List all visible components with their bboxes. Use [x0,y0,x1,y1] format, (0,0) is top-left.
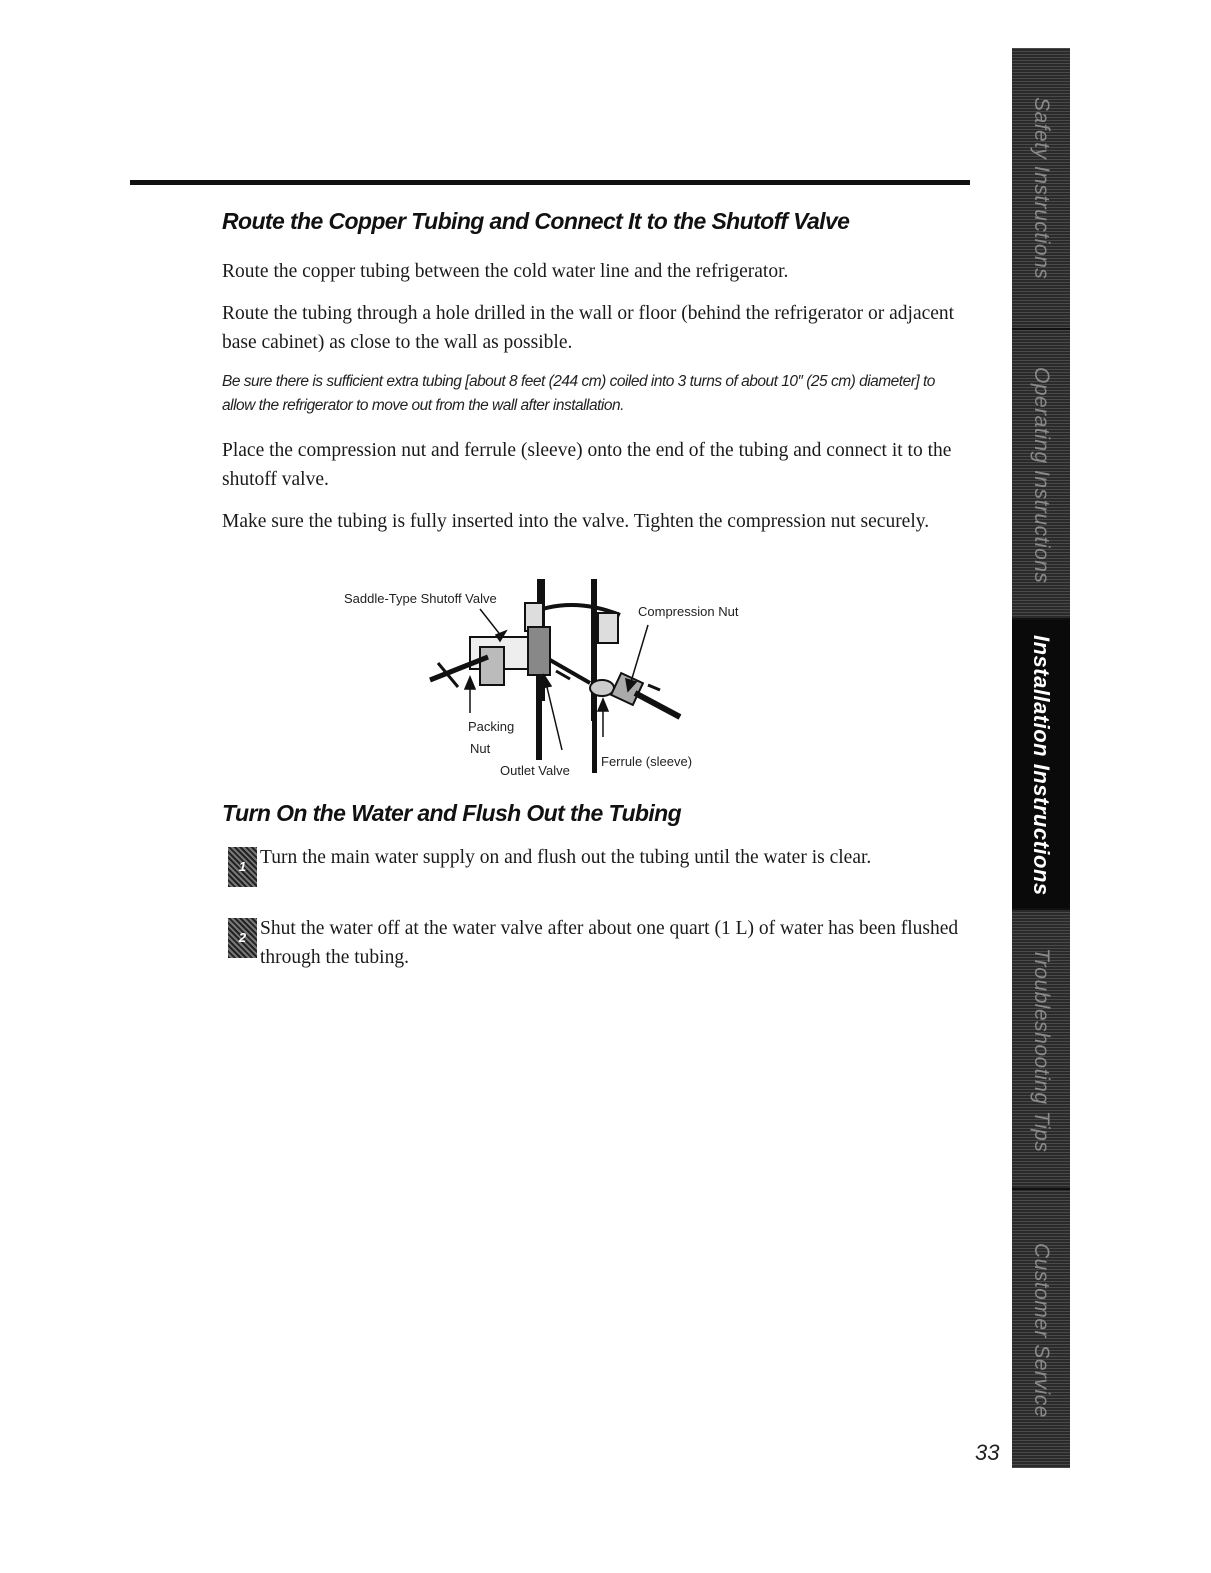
step-2 [228,914,968,972]
label-saddle-valve: Saddle-Type Shutoff Valve [344,591,497,606]
label-ferrule: Ferrule (sleeve) [601,754,693,769]
step-text-1: Turn the main water supply on and flush out the tubing until the water is clear. [260,847,872,868]
note-extra-tubing: Be sure there is sufficient extra tubing [about 8 feet (244 cm) coiled into 3 turns of about 10″ (25 cm) diameter] to allow the refrigerator to move out from the wall after installation. [222,373,935,414]
shutoff-valve-diagram [330,575,770,785]
tab-label-customer: Customer Service [1030,1242,1053,1418]
step-number-1: 1 [228,847,257,887]
tab-customer-service[interactable] [1012,1188,1070,1470]
label-nut: Nut [470,741,491,756]
label-packing: Packing [468,719,515,734]
tab-operating-instructions[interactable] [1012,328,1070,620]
tab-label-installation: Installation Instructions [1029,634,1054,896]
paragraph-insert-tubing: Make sure the tubing is fully inserted into the valve. Tighten the compression nut securely. [222,511,930,532]
tab-troubleshooting-tips[interactable] [1012,908,1070,1190]
paragraph-route-hole: Route the tubing through a hole drilled in the wall or floor (behind the refrigerator or adjacent base cabinet) as close to the wall as possible. [222,303,955,353]
step-number-2: 2 [228,918,257,958]
tab-safety-instructions[interactable] [1012,48,1070,328]
section-heading-flush-tubing: Turn On the Water and Flush Out the Tubing [222,800,682,826]
section-heading-route-tubing: Route the Copper Tubing and Connect It to the Shutoff Valve [222,208,850,234]
tab-label-operating: Operating Instructions [1030,366,1053,584]
tab-label-troubleshooting: Troubleshooting Tips [1030,947,1053,1153]
tab-label-safety: Safety Instructions [1030,96,1053,280]
page-number: 33 [975,1440,1000,1465]
top-rule [130,180,970,185]
paragraph-compression-nut: Place the compression nut and ferrule (sleeve) onto the end of the tubing and connect it to the shutoff valve. [222,440,952,490]
label-outlet-valve: Outlet Valve [500,763,570,778]
step-1 [228,843,968,872]
label-compression-nut: Compression Nut [638,604,739,619]
tab-installation-instructions[interactable] [1012,618,1070,910]
section-tab-strip [1012,48,1070,1468]
paragraph-route-tubing: Route the copper tubing between the cold water line and the refrigerator. [222,261,789,282]
step-text-2: Shut the water off at the water valve after about one quart (1 L) of water has been flushed through the tubing. [260,918,959,968]
